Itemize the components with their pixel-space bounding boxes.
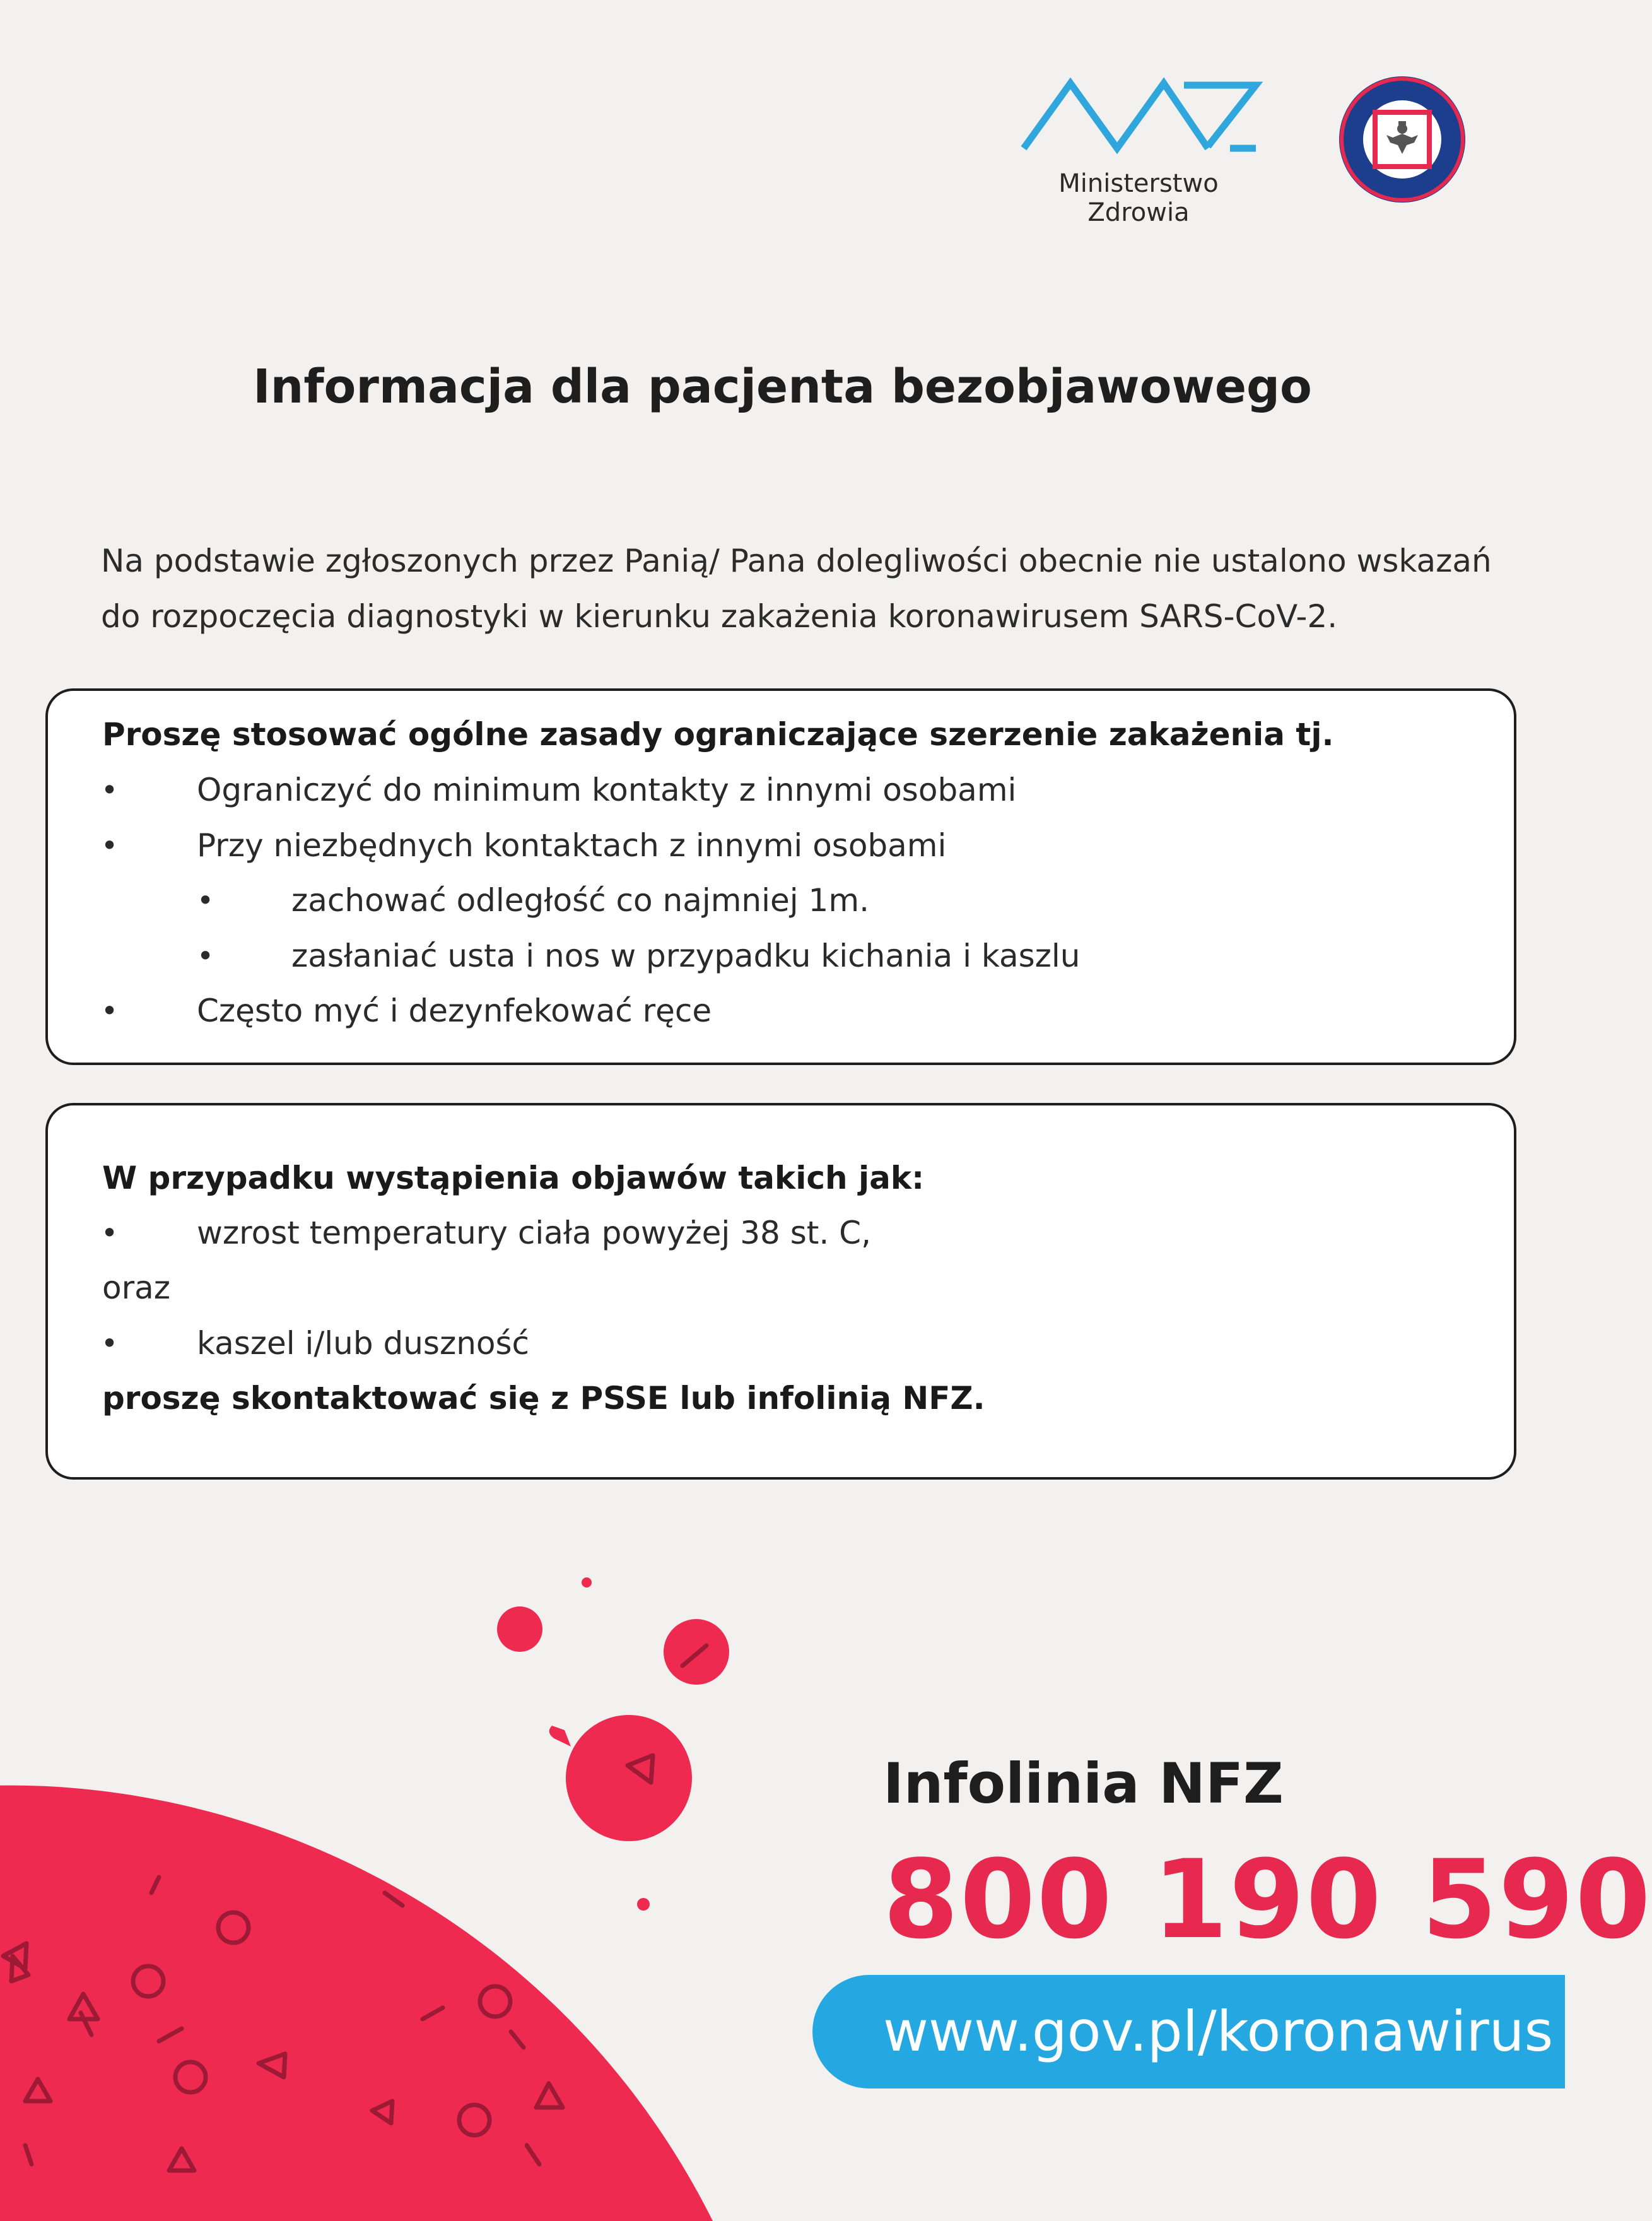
pis-seal-logo [1337, 74, 1467, 204]
bullet: • [197, 883, 214, 917]
website-link[interactable]: www.gov.pl/koronawirus [883, 1999, 1554, 2064]
bullet: • [101, 1216, 119, 1250]
symptom-connector: oraz [102, 1270, 171, 1306]
ministry-name: Ministerstwo Zdrowia [1058, 169, 1219, 227]
prevention-rules-box [45, 688, 1516, 1065]
symptoms-box [45, 1103, 1516, 1480]
intro-line: do rozpoczęcia diagnostyki w kierunku zakażenia koronawirusem SARS-CoV-2. [101, 598, 1338, 635]
rule-subitem: zachować odległość co najmniej 1m. [291, 882, 869, 919]
bullet: • [101, 828, 119, 863]
droplets-illustration [486, 1565, 751, 1918]
rule-item: Często myć i dezynfekować ręce [197, 993, 712, 1029]
hotline-label: Infolinia NFZ [883, 1751, 1284, 1816]
bullet: • [101, 1326, 119, 1360]
symptoms-heading: W przypadku wystąpienia objawów takich jak: [102, 1160, 925, 1196]
symptom-item: kaszel i/lub duszność [197, 1325, 530, 1362]
bullet: • [197, 939, 214, 973]
page-title: Informacja dla pacjenta bezobjawowego [253, 360, 1312, 414]
rule-subitem: zasłaniać usta i nos w przypadku kichania i kaszlu [291, 938, 1081, 974]
contact-instruction: proszę skontaktować się z PSSE lub infolinią NFZ. [102, 1380, 985, 1417]
ministry-logo-mark [1019, 76, 1258, 158]
bullet: • [101, 773, 119, 807]
intro-paragraph [101, 533, 1526, 644]
rule-item: Ograniczyć do minimum kontakty z innymi osobami [197, 772, 1017, 808]
rules-heading: Proszę stosować ogólne zasady ograniczające szerzenie zakażenia tj. [102, 716, 1334, 753]
pis-seal-icon [1337, 74, 1467, 204]
ministry-logo [1012, 76, 1265, 227]
rule-item: Przy niezbędnych kontaktach z innymi osobami [197, 827, 947, 864]
hotline-number: 800 190 590 [883, 1836, 1652, 1963]
bullet: • [101, 994, 119, 1028]
intro-line: Na podstawie zgłoszonych przez Panią/ Pana dolegliwości obecnie nie ustalono wskazań [101, 543, 1492, 579]
symptom-item: wzrost temperatury ciała powyżej 38 st. C, [197, 1215, 871, 1251]
website-pill [812, 1975, 1565, 2088]
